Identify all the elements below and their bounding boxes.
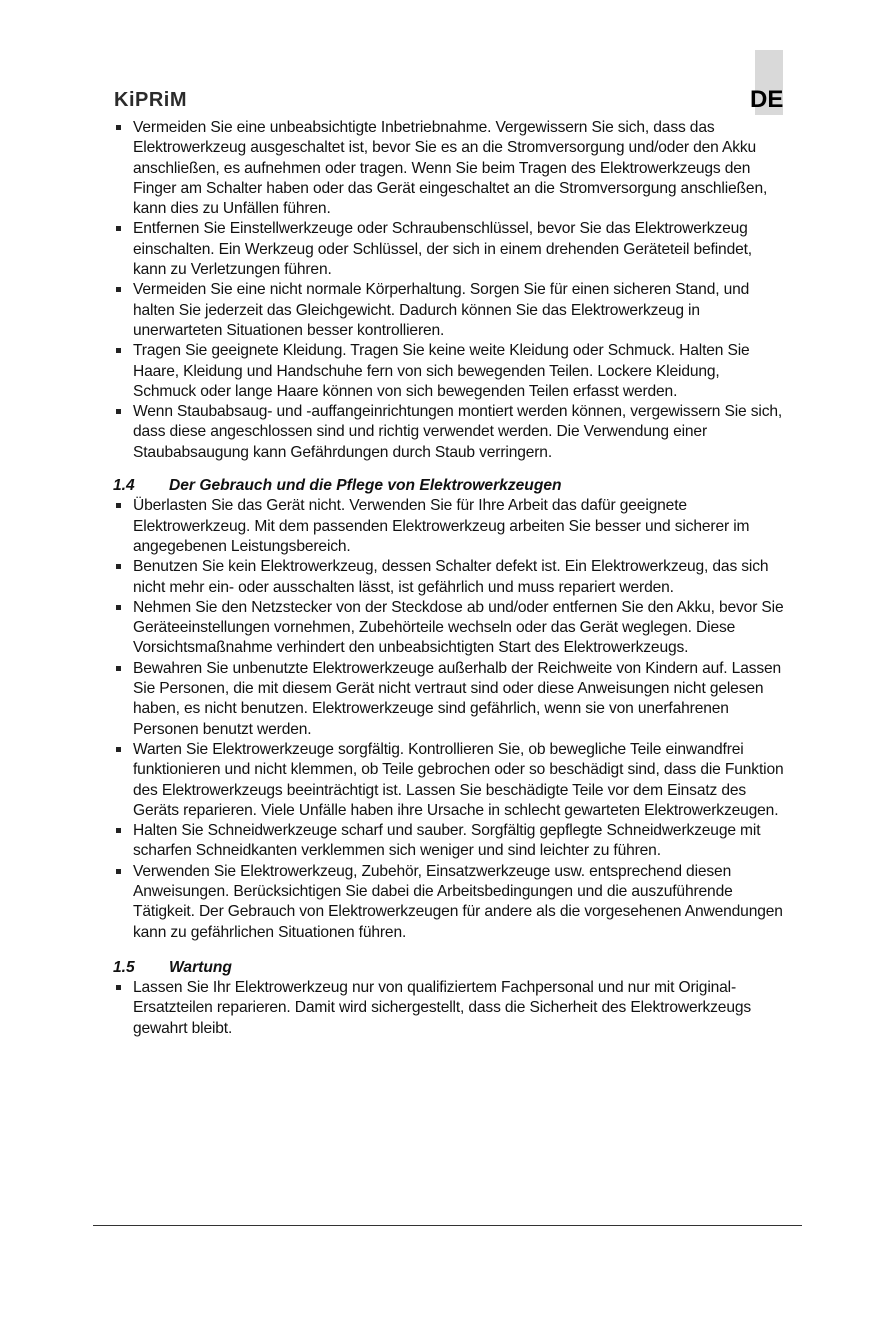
list-item: Nehmen Sie den Netzstecker von der Steckdose ab und/oder entfernen Sie den Akku, bevor Sie Geräteeinstellungen vornehmen, Zubehörteile wechseln oder das Gerät weglegen. Diese Vorsichtsmaßnahme verhindert den unbeabsichtigten Start des Elektrowerkzeugs.	[113, 598, 785, 659]
list-item: Bewahren Sie unbenutzte Elektrowerkzeuge außerhalb der Reichweite von Kindern auf. Lassen Sie Personen, die mit diesem Gerät nicht vertraut sind oder diese Anweisungen nicht gelesen haben, es nicht benutzen. Elektrowerkzeuge sind gefährlich, wenn sie von unerfahrenen Personen benutzt werden.	[113, 659, 785, 740]
safety-list-usage	[113, 496, 785, 943]
section-title: Der Gebrauch und die Pflege von Elektrowerkzeugen	[169, 477, 562, 495]
list-item: Entfernen Sie Einstellwerkzeuge oder Schraubenschlüssel, bevor Sie das Elektrowerkzeug einschalten. Ein Werkzeug oder Schlüssel, der sich in einem drehenden Geräteteil befindet, kann zu Verletzungen führen.	[113, 219, 785, 280]
language-label: DE	[750, 86, 784, 113]
list-item: Warten Sie Elektrowerkzeuge sorgfältig. Kontrollieren Sie, ob bewegliche Teile einwandfrei funktionieren und nicht klemmen, ob Teile gebrochen oder so beschädigt sind, dass die Funktion des Elektrowerkzeugs beeinträchtigt ist. Lassen Sie beschädigte Teile vor dem Einsatz des Geräts reparieren. Viele Unfälle haben ihre Ursache in schlecht gewarteten Elektrowerkzeugen.	[113, 740, 785, 821]
list-item: Überlasten Sie das Gerät nicht. Verwenden Sie für Ihre Arbeit das dafür geeignete Elektrowerkzeug. Mit dem passenden Elektrowerkzeug arbeiten Sie besser und sicherer im angegebenen Leistungsbereich.	[113, 496, 785, 557]
list-item: Tragen Sie geeignete Kleidung. Tragen Sie keine weite Kleidung oder Schmuck. Halten Sie Haare, Kleidung und Handschuhe fern von sich bewegenden Teilen. Lockere Kleidung, Schmuck oder lange Haare können von sich bewegenden Teilen erfasst werden.	[113, 341, 785, 402]
section-heading-1-4	[113, 476, 785, 496]
list-item: Verwenden Sie Elektrowerkzeug, Zubehör, Einsatzwerkzeuge usw. entsprechend diesen Anweisungen. Berücksichtigen Sie dabei die Arbeitsbedingungen und die auszuführende Tätigkeit. Der Gebrauch von Elektrowerkzeugen für andere als die vorgesehenen Anwendungen kann zu gefährlichen Situationen führen.	[113, 862, 785, 943]
section-number: 1.4	[113, 477, 135, 495]
list-item: Vermeiden Sie eine unbeabsichtigte Inbetriebnahme. Vergewissern Sie sich, dass das Elektrowerkzeug ausgeschaltet ist, bevor Sie es an die Stromversorgung und/oder den Akku anschließen, es aufnehmen oder tragen. Wenn Sie beim Tragen des Elektrowerkzeugs den Finger am Schalter haben oder das Gerät eingeschaltet an die Stromversorgung anschließen, kann dies zu Unfällen führen.	[113, 118, 785, 219]
list-item: Vermeiden Sie eine nicht normale Körperhaltung. Sorgen Sie für einen sicheren Stand, und halten Sie jederzeit das Gleichgewicht. Dadurch können Sie das Elektrowerkzeug in unerwarteten Situationen besser kontrollieren.	[113, 280, 785, 341]
brand-logo: KiPRiM	[114, 89, 187, 111]
safety-list-general	[113, 118, 785, 463]
footer-divider	[93, 1225, 802, 1226]
list-item: Wenn Staubabsaug- und -auffangeinrichtungen montiert werden können, vergewissern Sie sich, dass diese angeschlossen sind und richtig verwendet werden. Die Verwendung einer Staubabsaugung kann Gefährdungen durch Staub verringern.	[113, 402, 785, 463]
list-item: Lassen Sie Ihr Elektrowerkzeug nur von qualifiziertem Fachpersonal und nur mit Original-Ersatzteilen reparieren. Damit wird sichergestellt, dass die Sicherheit des Elektrowerkzeugs gewahrt bleibt.	[113, 978, 785, 1039]
section-title: Wartung	[169, 958, 232, 976]
list-item: Halten Sie Schneidwerkzeuge scharf und sauber. Sorgfältig gepflegte Schneidwerkzeuge mit scharfen Schneidkanten verklemmen sich weniger und sind leichter zu führen.	[113, 821, 785, 862]
list-item: Benutzen Sie kein Elektrowerkzeug, dessen Schalter defekt ist. Ein Elektrowerkzeug, das sich nicht mehr ein- oder ausschalten lässt, ist gefährlich und muss repariert werden.	[113, 557, 785, 598]
section-number: 1.5	[113, 958, 135, 976]
safety-list-maintenance	[113, 978, 785, 1039]
section-heading-1-5	[113, 958, 785, 978]
page-content	[113, 118, 785, 1039]
